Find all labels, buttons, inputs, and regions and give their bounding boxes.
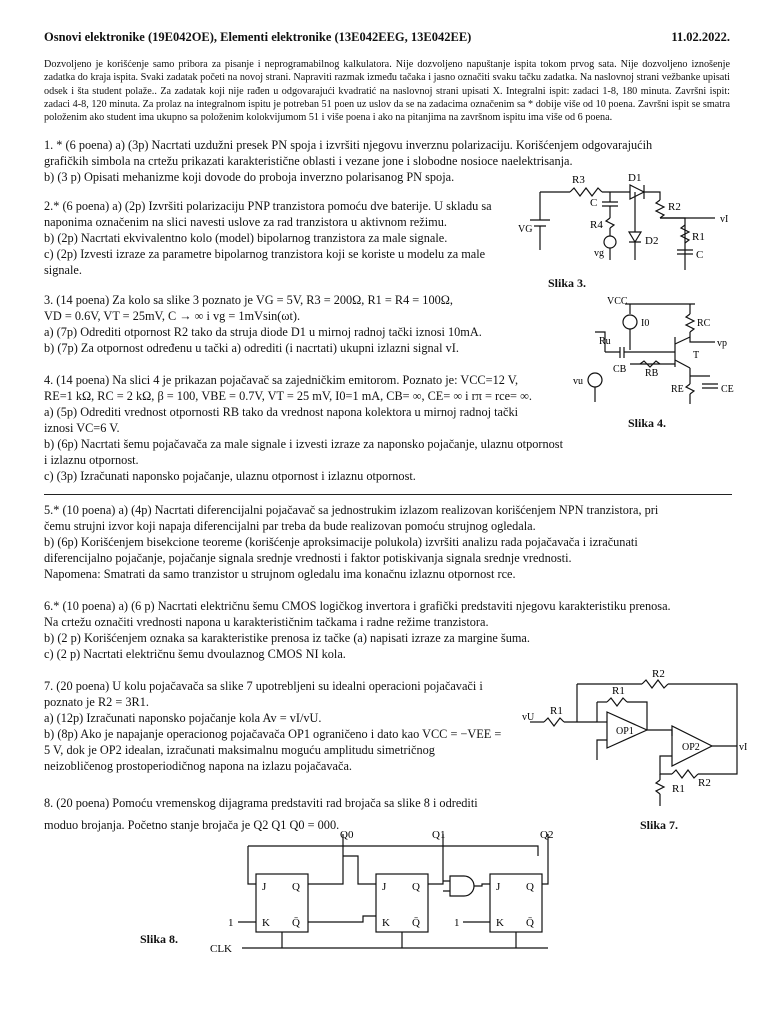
problem-line: naponima označenim na slici navesti uslove za rad tranzistora u aktivnom režimu. (44, 215, 447, 229)
label-qbar-1: Q̄ (412, 917, 420, 929)
resistor-rc (686, 314, 694, 332)
problem-line: diferencijalno pojačanje, pojačanje signala srednje vrednosti i faktor potiskivanja signala srednje vrednosti. (44, 551, 572, 565)
label-c-bot: C (696, 249, 704, 261)
instruction-line: Završni ispit: zadaci 4-8, 120 minuta. Za prolaz na integralnom ispitu je potreban 51 poen uz uslov da se na zadacima označenim sa * dobije više od 10 poena. (44, 85, 731, 110)
problem-line: 8. (20 poena) Pomoću vremenskog dijagrama predstaviti rad brojača sa slike 8 i odrediti (44, 796, 478, 810)
label-i0: I0 (641, 318, 650, 329)
label-vu: vU (522, 712, 535, 723)
label-re: RE (671, 384, 684, 395)
label-r2-top: R2 (652, 668, 665, 680)
label-j-2: J (496, 881, 501, 893)
problem-line: 7. (20 poena) U kolu pojačavača sa slike 7 upotrebljeni su idealni operacioni pojačavači i (44, 679, 483, 693)
label-vg-dc: VG (518, 224, 533, 235)
source-vu (588, 373, 602, 387)
problem-4 (44, 372, 589, 484)
figure-4-circuit (565, 292, 735, 414)
label-r3: R3 (572, 174, 585, 186)
label-r1-bot: R1 (672, 783, 685, 795)
label-vg-src: vg (594, 248, 604, 259)
resistor-r2 (656, 200, 664, 218)
label-qbar-2: Q̄ (526, 917, 534, 929)
label-d1: D1 (628, 172, 642, 184)
label-one-1: 1 (454, 917, 460, 929)
figure-8-counter (210, 826, 568, 955)
figure-3-circuit (510, 170, 740, 275)
problem-2 (44, 198, 524, 278)
label-k-1: K (382, 917, 390, 929)
figure-8-caption: Slika 8. (140, 932, 179, 946)
problem-line: b) (6p) Korišćenjem bisekcione teoreme (korišćenje aproksimacije polukola) izvršiti analizu rada pojačavača i izračunati (44, 535, 638, 549)
label-j-1: J (382, 881, 387, 893)
problem-line: b) (6p) Nacrtati šemu pojačavača za male signale i izvesti izraze za naponsko pojačanje, ulaznu otpornost (44, 437, 563, 451)
label-r1-in: R1 (550, 705, 563, 717)
problem-line: c) (2 p) Nacrtati električnu šemu dvoulaznog CMOS NI kola. (44, 647, 346, 661)
label-vi: vI (739, 742, 748, 753)
battery-vg (530, 220, 550, 226)
label-qbar-0: Q̄ (292, 917, 300, 929)
capacitor-ce (702, 384, 718, 388)
problem-line: neizobličenog prostoperiodičnog napona na izlazu pojačavača. (44, 759, 352, 773)
resistor-r3 (570, 188, 602, 196)
problem-line: b) (7p) Za otpornost određenu u tački a) odrediti (i nacrtati) ukupni izlazni signal vI. (44, 341, 459, 355)
problem-line: i izlaznu otpornost. (44, 453, 139, 467)
label-r4: R4 (590, 219, 603, 231)
problem-3 (44, 292, 544, 356)
label-k-2: K (496, 917, 504, 929)
label-op2: OP2 (682, 742, 700, 753)
figure-3-caption: Slika 3. (548, 276, 587, 290)
problem-line: 6.* (10 poena) a) (6 p) Nacrtati električnu šemu CMOS logičkog invertora i grafički predstaviti njegovu karakteristiku prenosa. (44, 599, 671, 613)
problem-line: 5 V, dok je OP2 idealan, izračunati maksimalnu moguću amplitudu simetričnog (44, 743, 435, 757)
problem-line: b) (2p) Nacrtati ekvivalentno kolo (model) bipolarnog tranzistora za male signale. (44, 231, 448, 245)
problem-line: b) (8p) Ako je napajanje operacionog pojačavača OP1 ograničeno i dato kao VCC = −VEE = (44, 727, 502, 741)
label-c-top: C (590, 197, 598, 209)
problem-line: VD = 0.6V, VT = 25mV, C → ∞ i vg = 1mVsin(ωt). (44, 309, 301, 323)
label-j-0: J (262, 881, 267, 893)
exam-header (44, 30, 730, 45)
label-q0: Q0 (340, 829, 354, 841)
source-vg (604, 236, 616, 248)
label-one-0: 1 (228, 917, 234, 929)
and-gate (450, 876, 474, 896)
problem-5 (44, 502, 730, 582)
label-q2: Q2 (540, 829, 554, 841)
problem-line: signale. (44, 263, 82, 277)
problem-line: grafičkih simbola na crtežu prikazati karakteristične oblasti i vezane jone i slobodne nosioce naelektrisanja. (44, 154, 573, 168)
problem-line: a) (12p) Izračunati naponsko pojačanje kola Av = vI/vU. (44, 711, 322, 725)
label-r2: R2 (668, 201, 681, 213)
label-ce: CE (721, 384, 734, 395)
capacitor-c-top (602, 202, 618, 206)
resistor-r1-top (607, 698, 627, 706)
problem-line: iznosi VC=6 V. (44, 421, 120, 435)
problem-6 (44, 598, 730, 662)
label-r1: R1 (692, 231, 705, 243)
problem-line: 2.* (6 poena) a) (2p) Izvršiti polarizaciju PNP tranzistora pomoću dve baterije. U skladu sa (44, 199, 492, 213)
label-rc: RC (697, 318, 711, 329)
label-op1: OP1 (616, 726, 634, 737)
problem-line: Na crtežu označiti vrednosti napona u karakterističnim tačkama i radne režime tranzistora. (44, 615, 489, 629)
resistor-r1-bot (656, 780, 664, 794)
label-cb: CB (613, 364, 627, 375)
figure-7-circuit (522, 668, 752, 816)
figure-4-caption: Slika 4. (628, 416, 667, 430)
instruction-line: Dozvoljeno je korišćenje samo pribora za pisanje i neprogramabilnog kalkulatora. Nije dozvoljeno napuštanje ispita tokom prvog sata. Nije dozvoljeno iznošenje (44, 59, 730, 70)
resistor-r2-top (642, 680, 668, 688)
label-vu: vu (573, 376, 583, 387)
problem-line: a) (7p) Odrediti otpornost R2 tako da struja diode D1 u mirnoj radnoj tački iznosi 10mA. (44, 325, 482, 339)
label-r2-bot: R2 (698, 777, 711, 789)
exam-instructions (44, 58, 730, 124)
resistor-r2-bot (672, 770, 698, 778)
diode-d2 (629, 232, 641, 242)
instruction-line: Završni ispit se smatra položenim ako student ima ukupno sa položenim kolokvijumom 51 i više poena i ako na pitanjima na završnom ispitu ima više od 6 poena. (44, 98, 731, 124)
problem-line: čemu strujni izvor koji napaja diferencijalni par treba da bude realizovan pomoću strujnog ogledala. (44, 519, 536, 533)
capacitor-cb (620, 347, 624, 358)
problem-line: c) (3p) Izračunati naponsko pojačanje, ulaznu otpornost i izlaznu otpornost. (44, 469, 416, 483)
problem-line: b) (2 p) Korišćenjem oznaka sa karakteristike prenosa iz tačke (a) napisati izraze za margine šuma. (44, 631, 530, 645)
problem-line: b) (3 p) Opisati mehanizme koji dovode do proboja inverzno polarisanog PN spoja. (44, 170, 455, 184)
resistor-re (686, 384, 694, 394)
label-q-2: Q (526, 881, 534, 893)
instruction-line: upisati odsek i šta student polaže.. Za zadatak koji nije rađen u odgovarajući kvadratić na naslovnoj strani upisati X. Integralni ispit: zadaci 1-8, 180 minuta. (44, 72, 730, 97)
current-source-i0 (623, 315, 637, 329)
transistor-t (665, 337, 690, 368)
label-ru: Ru (599, 336, 611, 347)
resistor-r1-in (544, 718, 564, 726)
figure-7-caption: Slika 7. (640, 818, 679, 832)
problem-line: 1. * (6 poena) a) (3p) Nacrtati uzdužni presek PN spoja i izvršiti njegovu inverznu polarizaciju. Korišćenjem odgovarajućih (44, 138, 653, 152)
label-vcc: VCC (607, 296, 628, 307)
instruction-line: zadatka do kraja ispita. Svaki zadatak početi na novoj strani. Napraviti razmak između tačaka i jasno označiti svaku tačku zadatka. Na naslovnoj strani vežbanke (44, 72, 701, 84)
resistor-r4 (606, 218, 614, 228)
problem-line: 3. (14 poena) Za kolo sa slike 3 poznato je VG = 5V, R3 = 200Ω, R1 = R4 = 100Ω, (44, 293, 453, 307)
problem-line: Napomena: Smatrati da samo tranzistor u strujnom ogledalu ima konačnu izlaznu otpornost rce. (44, 567, 516, 581)
problem-line: poznato je R2 = 3R1. (44, 695, 149, 709)
label-clk: CLK (210, 943, 232, 955)
section-divider (44, 494, 732, 495)
problem-line: moduo brojanja. Početno stanje brojača je Q2 Q1 Q0 = 000. (44, 818, 340, 832)
problem-line: c) (2p) Izvesti izraze za parametre bipolarnog tranzistora koji se koriste u modelu za male (44, 247, 486, 261)
label-t: T (693, 350, 700, 361)
label-d2: D2 (645, 235, 659, 247)
label-vp: vp (717, 338, 727, 349)
problem-line: 5.* (10 poena) a) (4p) Nacrtati diferencijalni pojačavač sa jednostrukim izlazom realizovan korišćenjem NPN tranzistora, pri (44, 503, 659, 517)
label-rb: RB (645, 368, 659, 379)
label-q1: Q1 (432, 829, 446, 841)
exam-title: Osnovi elektronike (19E042OE), Elementi elektronike (13E042EEG, 13E042EE) (44, 30, 472, 44)
label-vi: vI (720, 214, 729, 225)
label-q-0: Q (292, 881, 300, 893)
label-q-1: Q (412, 881, 420, 893)
diode-d1 (630, 185, 644, 199)
problem-7 (44, 678, 514, 774)
problem-line: 4. (14 poena) Na slici 4 je prikazan pojačavač sa zajedničkim emitorom. Poznato je: VCC=12 V, (44, 373, 519, 387)
problem-line: a) (5p) Odrediti vrednost otpornosti RB tako da vrednost napona kolektora u mirnoj radnoj tački (44, 405, 519, 419)
problem-line: RE=1 kΩ, RC = 2 kΩ, β = 100, VBE = 0.7V, VT = 25 mV, I0=1 mA, CB= ∞, CE= ∞ i rπ = rce= ∞. (44, 389, 532, 403)
exam-date: 11.02.2022. (671, 30, 730, 44)
label-r1-top: R1 (612, 685, 625, 697)
label-k-0: K (262, 917, 270, 929)
